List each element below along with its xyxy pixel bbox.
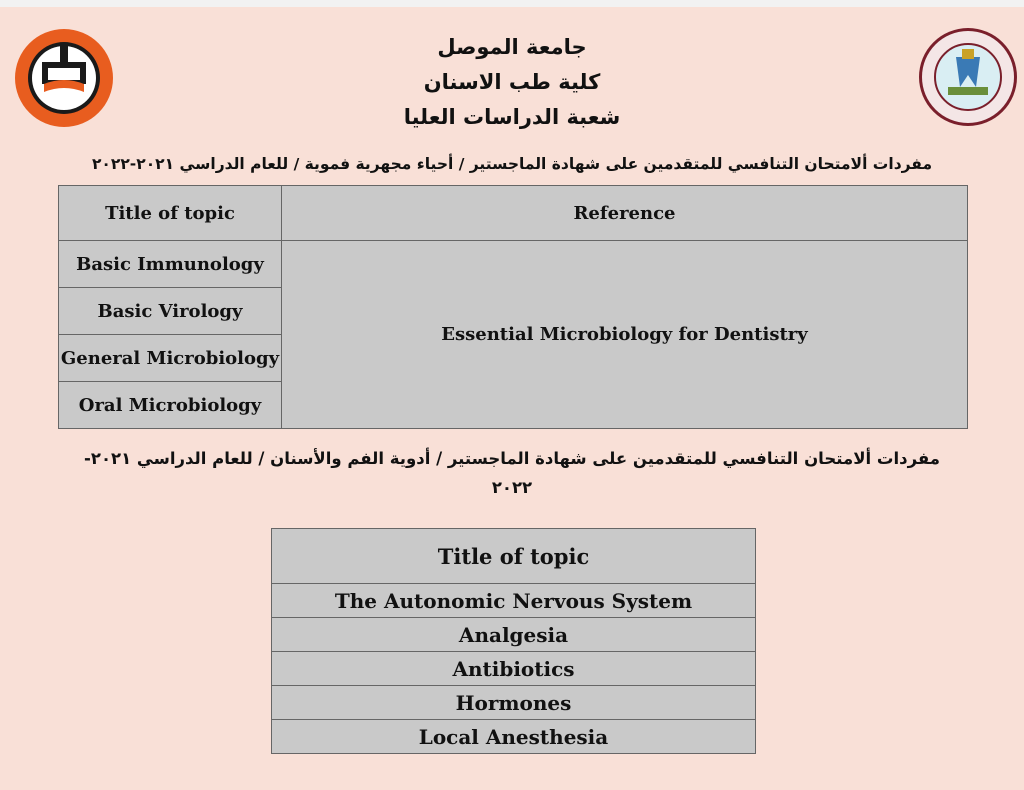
topic-cell: Analgesia: [272, 618, 756, 652]
topic-cell: The Autonomic Nervous System: [272, 584, 756, 618]
university-seal-icon: [14, 28, 114, 128]
reference-cell: Essential Microbiology for Dentistry: [282, 241, 968, 429]
topic-cell: Basic Immunology: [59, 241, 282, 288]
topic-column-header: Title of topic: [272, 529, 756, 584]
institution-header: [300, 30, 724, 135]
topic-cell: Basic Virology: [59, 288, 282, 335]
college-name: كلية طب الاسنان: [423, 70, 601, 94]
topic-cell: Hormones: [272, 686, 756, 720]
reference-column-header: Reference: [282, 186, 968, 241]
topic-cell: Oral Microbiology: [59, 382, 282, 429]
college-of-dentistry-seal-icon: [918, 27, 1018, 127]
department-name: شعبة الدراسات العليا: [403, 105, 621, 129]
university-name: جامعة الموصل: [437, 35, 587, 59]
section2-title: مفردات ألامتحان التنافسي للمتقدمين على شهادة الماجستير / أدوية الفم والأسنان / للعام الدراسي ٢٠٢١-: [84, 449, 940, 468]
topic-cell: Antibiotics: [272, 652, 756, 686]
section2-title-continued: ٢٠٢٢: [491, 478, 533, 497]
topic-cell: General Microbiology: [59, 335, 282, 382]
pharmacology-topics-table: [271, 528, 756, 754]
microbiology-topics-table: [58, 185, 968, 429]
section1-title: مفردات ألامتحان التنافسي للمتقدمين على شهادة الماجستير / أحياء مجهرية فموية / للعام الدراسي ٢٠٢١-٢٠٢٢: [91, 155, 933, 173]
top-strip: [0, 0, 1024, 7]
topic-cell: Local Anesthesia: [272, 720, 756, 754]
topic-column-header: Title of topic: [59, 186, 282, 241]
